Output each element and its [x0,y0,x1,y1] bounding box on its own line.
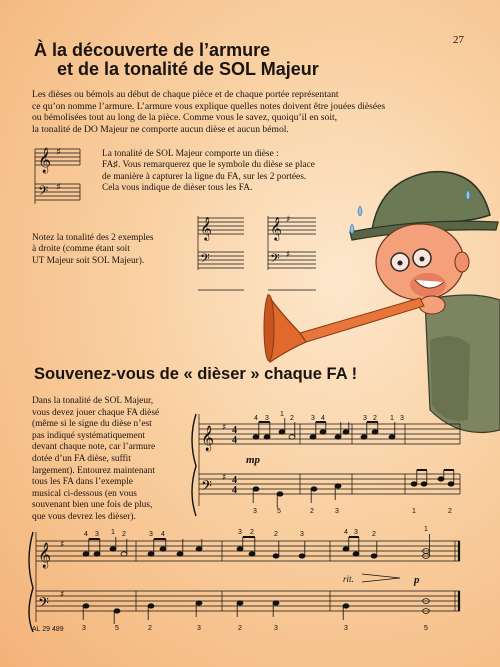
fingering: 2 [250,529,254,536]
ritardando-mark: rit. [343,574,354,584]
time-signature-bottom: 4 [232,435,237,446]
intro-line: Les dièses ou bémols au début de chaque pièce et de chaque portée représentant [32,89,339,100]
sharp-icon: ♯ [222,473,227,483]
fingering: 5 [277,508,281,515]
title-line-2: et de la tonalité de SOL Majeur [57,59,319,79]
fingering: 3 [335,508,339,515]
treble-clef-icon: 𝄞 [38,543,52,568]
intro-line: ou bémolisées tout au long de la pièce. Comme vous le savez, quoiqu’il en soit, [32,112,338,124]
bass-clef-icon: 𝄢 [270,251,280,269]
bass-clef-icon: 𝄢 [200,251,210,269]
sharp-icon: ♯ [60,540,65,550]
system-2-bottom-fingering [82,625,428,632]
sharp-icon: ♯ [286,215,291,225]
time-signature-bottom: 4 [232,485,237,496]
para-line: souvenant bien une fois de plus, [32,500,153,511]
time-signature-top: 4 [232,425,237,436]
fingering: 3 [197,625,201,632]
trumpeter-illustration [264,172,500,433]
sharp-icon: ♯ [56,182,61,193]
fingering: 2 [310,508,314,515]
fingering: 3 [253,508,257,515]
bass-clef-icon: 𝄢 [38,595,49,615]
sharp-icon: ♯ [56,147,61,158]
fingering: 4 [84,531,88,538]
fingering: 5 [424,625,428,632]
intro-line: la tonalité de DO Majeur ne comporte aucun dièse et aucun bémol. [32,123,289,135]
fingering: 3 [354,529,358,536]
fingering: 2 [373,415,377,422]
sharp-icon: ♯ [222,423,227,433]
note-line: à droite (comme étant soit [32,244,130,255]
fingering: 2 [122,531,126,538]
fingering: 3 [344,625,348,632]
fingering: 2 [238,625,242,632]
treble-clef-icon: 𝄞 [270,216,282,240]
system-1-top-fingering [254,411,404,422]
sol-line: de manière à capturer la ligne du FA, sur les 2 portées. [102,171,307,182]
para-line: tous les FA dans l’exemple [32,477,133,488]
fingering: 2 [372,531,376,538]
sol-line: Cela vous indique de dièser tous les FA. [102,183,253,194]
para-line: Dans la tonalité de SOL Majeur, [32,396,154,406]
fingering: 2 [290,415,294,422]
fingering: 3 [95,531,99,538]
fingering: 4 [161,531,165,538]
fingering: 3 [265,415,269,422]
fingering: 3 [400,415,404,422]
catalog-number: AL 29 489 [32,626,64,633]
dynamic-p: p [414,574,420,586]
para-line: vous devez jouer chaque FA dièsé [32,407,160,418]
fingering: 4 [344,529,348,536]
sharp-icon: ♯ [286,250,291,260]
fingering: 1 [280,411,284,418]
fingering: 3 [238,529,242,536]
para-line: dotée d’un FA dièse, suffit [32,453,131,464]
music-system-2 [29,532,460,632]
fingering: 3 [300,531,304,538]
fingering: 5 [115,625,119,632]
fingering: 3 [274,625,278,632]
treble-clef-icon: 𝄞 [200,216,212,240]
fingering: 4 [254,415,258,422]
fingering: 3 [82,625,86,632]
para-line: devant chaque note, car l’armure [32,442,156,453]
fingering: 2 [148,625,152,632]
fingering: 3 [363,415,367,422]
fingering: 1 [412,508,416,515]
note-line: Notez la tonalité des 2 exemples [32,233,154,243]
bass-clef-icon: 𝄢 [201,478,212,498]
system-2-top-fingering [84,526,428,538]
bass-clef-icon: 𝄢 [38,183,49,202]
treble-clef-icon: 𝄞 [38,148,52,173]
para-line: musical ci-dessous (en vous [32,488,137,499]
fingering: 3 [149,531,153,538]
para-line: largement). Entourez maintenant [32,465,155,476]
time-signature-top: 4 [232,475,237,486]
fingering: 4 [321,415,325,422]
title-line-1: À la découverte de l’armure [34,40,271,60]
para-line: pas indiqué systématiquement [32,430,145,441]
note-line: UT Majeur soit SOL Majeur). [32,255,145,266]
section-heading: Souvenez-vous de « dièser » chaque FA ! [34,365,358,383]
sol-line: La tonalité de SOL Majeur comporte un dièse : [102,149,279,159]
para-line: que vous devrez les dièser). [32,511,136,522]
fingering: 2 [448,508,452,515]
fingering: 3 [311,415,315,422]
fingering: 1 [390,415,394,422]
decrescendo-hairpin [362,574,400,582]
intro-line: ce qu’on nomme l’armure. L’armure vous explique quelles notes doivent être jouées dièsées [32,100,386,112]
treble-clef-icon: 𝄞 [201,426,215,451]
sharp-icon: ♯ [60,590,65,600]
fingering: 1 [111,529,115,536]
fingering: 2 [274,531,278,538]
dynamic-mp: mp [246,454,261,466]
sol-line: FA♯. Vous remarquerez que le symbole du dièse se place [102,160,315,171]
para-line: (même si le signe du dièse n’est [32,419,152,430]
system-1-bottom-fingering [253,508,452,515]
fingering: 1 [424,526,428,533]
page-number: 27 [453,34,464,46]
example-staves [198,216,316,290]
